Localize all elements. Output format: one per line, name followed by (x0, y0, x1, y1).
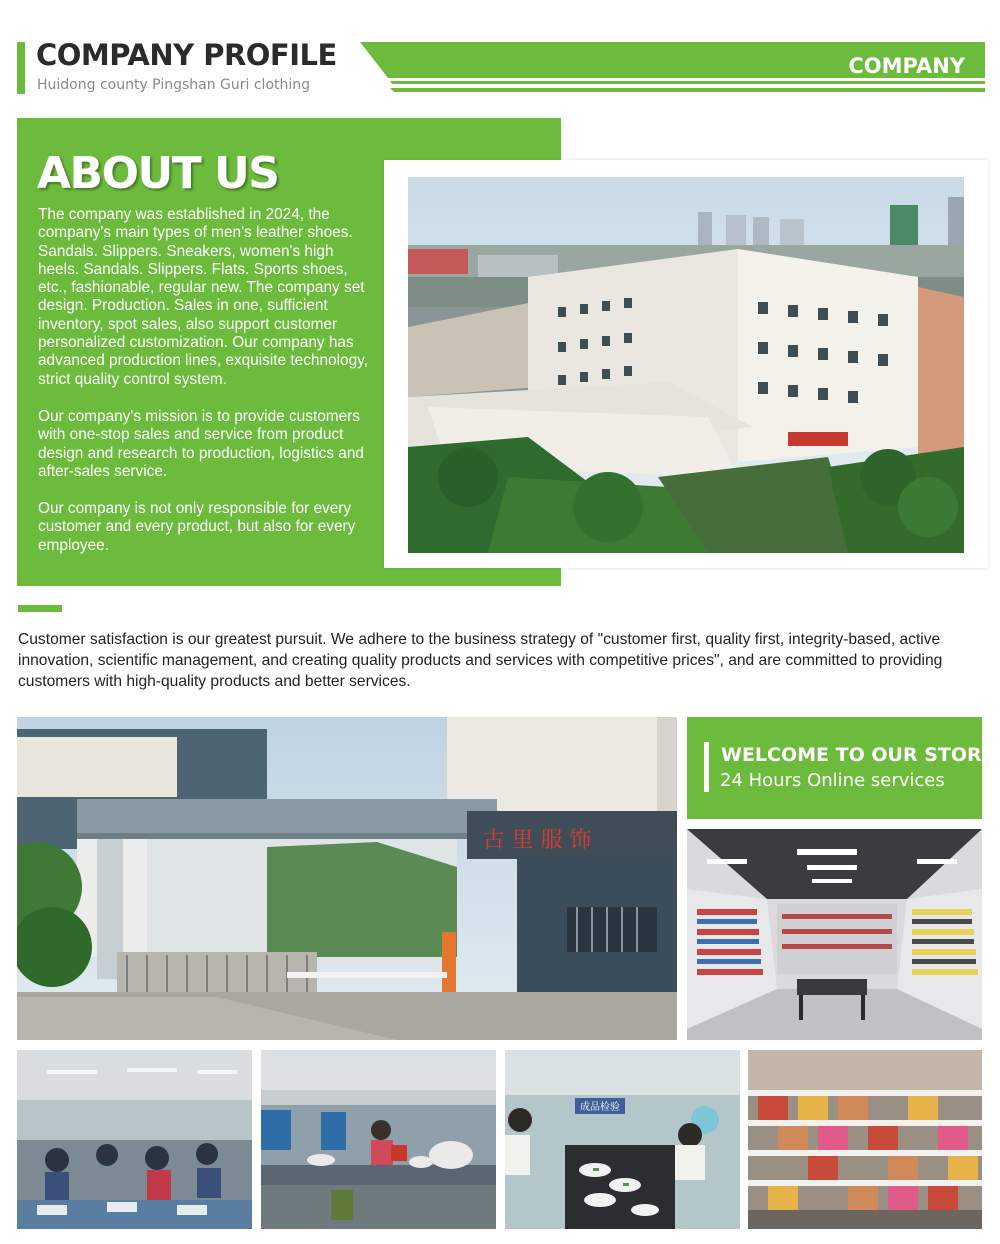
header-accent-bar (17, 42, 25, 94)
page-subtitle: Huidong county Pingshan Guri clothing (37, 77, 311, 93)
workshop-photo-sewing (17, 1050, 252, 1229)
about-title: ABOUT US (37, 148, 279, 199)
factory-building-photo (408, 177, 964, 553)
workshop-photo-inspection (505, 1050, 740, 1229)
factory-gate-photo (17, 717, 677, 1040)
header-banner-label: COMPANY (848, 54, 965, 78)
welcome-subtitle: 24 Hours Online services (720, 770, 945, 791)
workshop-photo-assembly (261, 1050, 496, 1229)
about-paragraph: Our company is not only responsible for every customer and every product, but also for every employee. (38, 500, 356, 554)
showroom-photo (687, 829, 982, 1040)
about-paragraph: The company was established in 2024, the company's main types of men's leather shoes. Sandals. Slippers. Sneakers, women's high heels. Sandals. Slippers. Flats. Sports shoes, etc., fashionable, regular new. The company set design. Production. Sales in one, sufficient inventory, spot sales, also support customer personalized customization. Our company has advanced production lines, exquisite technology, strict quality control system. (38, 206, 368, 388)
page-title: COMPANY PROFILE (36, 38, 337, 72)
welcome-title: WELCOME TO OUR STORE (721, 744, 995, 766)
about-paragraph: Our company's mission is to provide customers with one-stop sales and service from product design and research to production, logistics and after-sales service. (38, 408, 364, 480)
section-accent-bar (18, 605, 62, 612)
company-statement: Customer satisfaction is our greatest pursuit. We adhere to the business strategy of "customer first, quality first, integrity-based, active innovation, scientific management, and creating quality products and services with competitive prices", and are committed to providing customers with high-quality products and better services. (18, 631, 943, 690)
inspection-sign-text: 成品检验 (580, 1102, 620, 1113)
warehouse-photo (748, 1050, 982, 1229)
welcome-box (687, 717, 982, 819)
gate-sign-text: 古 里 服 饰 (482, 828, 592, 853)
welcome-accent-bar (704, 742, 709, 792)
